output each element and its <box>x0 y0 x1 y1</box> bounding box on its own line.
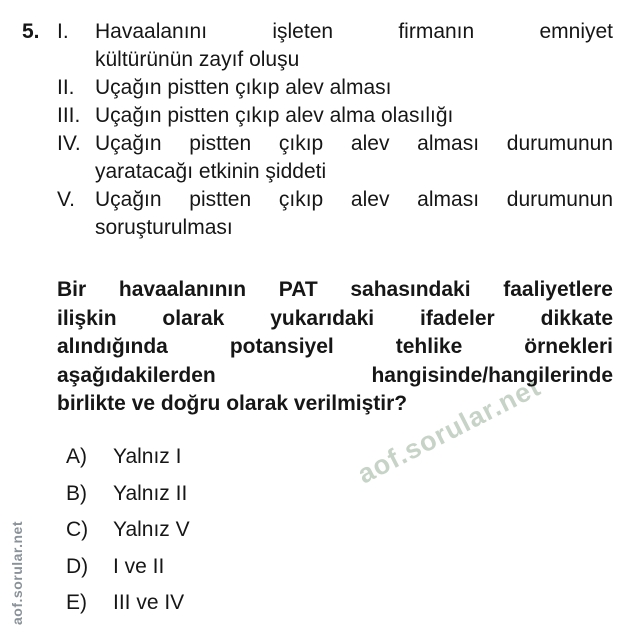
option-text: III ve IV <box>113 591 185 614</box>
statement-item-3 <box>57 102 613 130</box>
stem-line: aşağıdakilerden hangisinde/hangilerinde <box>57 363 613 387</box>
statement-text <box>95 130 613 186</box>
option-letter: C) <box>66 518 89 541</box>
option-row-b <box>66 480 190 508</box>
option-row-a <box>66 443 190 471</box>
statement-line: Uçağın pistten çıkıp alev alma olasılığı <box>95 104 454 127</box>
statement-line: kültürünün zayıf oluşu <box>95 48 300 71</box>
stem-line: birlikte ve doğru olarak verilmiştir? <box>57 392 408 415</box>
statement-numeral: IV. <box>57 132 81 155</box>
option-letter: E) <box>66 591 87 614</box>
stem-line: Bir havaalanının PAT sahasındaki faaliyetlere <box>57 278 613 301</box>
statement-item-2 <box>57 74 613 102</box>
options-list <box>66 443 190 617</box>
option-letter: D) <box>66 554 89 578</box>
statement-line: yaratacağı etkinin şiddeti <box>95 160 327 183</box>
statement-item-5 <box>57 186 613 242</box>
option-letter: A) <box>66 445 87 468</box>
option-row-d <box>66 553 190 581</box>
statement-numeral: III. <box>57 104 81 127</box>
statement-numeral: II. <box>57 76 75 99</box>
statement-text <box>95 74 613 102</box>
option-text: Yalnız I <box>113 445 182 468</box>
option-row-c <box>66 516 190 544</box>
stem-line: ilişkin olarak yukarıdaki ifadeler dikkate <box>57 306 613 330</box>
left-vertical-watermark: aof.sorular.net <box>9 521 25 625</box>
statement-item-4 <box>57 130 613 186</box>
statement-list <box>57 18 613 242</box>
statement-line: Uçağın pistten çıkıp alev alması <box>95 76 392 99</box>
option-text: I ve II <box>113 554 165 578</box>
option-text: Yalnız II <box>113 481 188 505</box>
diagonal-watermark: aof.sorular.net <box>352 371 546 490</box>
option-row-e <box>66 589 190 617</box>
statement-line: soruşturulması <box>95 216 233 239</box>
stem-line: alındığında potansiyel tehlike örnekleri <box>57 335 613 358</box>
statement-numeral: I. <box>57 20 69 43</box>
statement-numeral: V. <box>57 188 75 211</box>
statement-line: Uçağın pistten çıkıp alev alması durumunun <box>95 188 613 211</box>
statement-item-1 <box>57 18 613 74</box>
question-number: 5. <box>22 20 40 43</box>
statement-text <box>95 102 613 130</box>
statement-line: Havaalanını işleten firmanın emniyet <box>95 20 613 43</box>
option-text: Yalnız V <box>113 518 190 541</box>
option-letter: B) <box>66 481 87 505</box>
question-stem <box>57 276 613 419</box>
statement-line: Uçağın pistten çıkıp alev alması durumunun <box>95 132 613 155</box>
statement-text <box>95 186 613 242</box>
statement-text <box>95 18 613 74</box>
